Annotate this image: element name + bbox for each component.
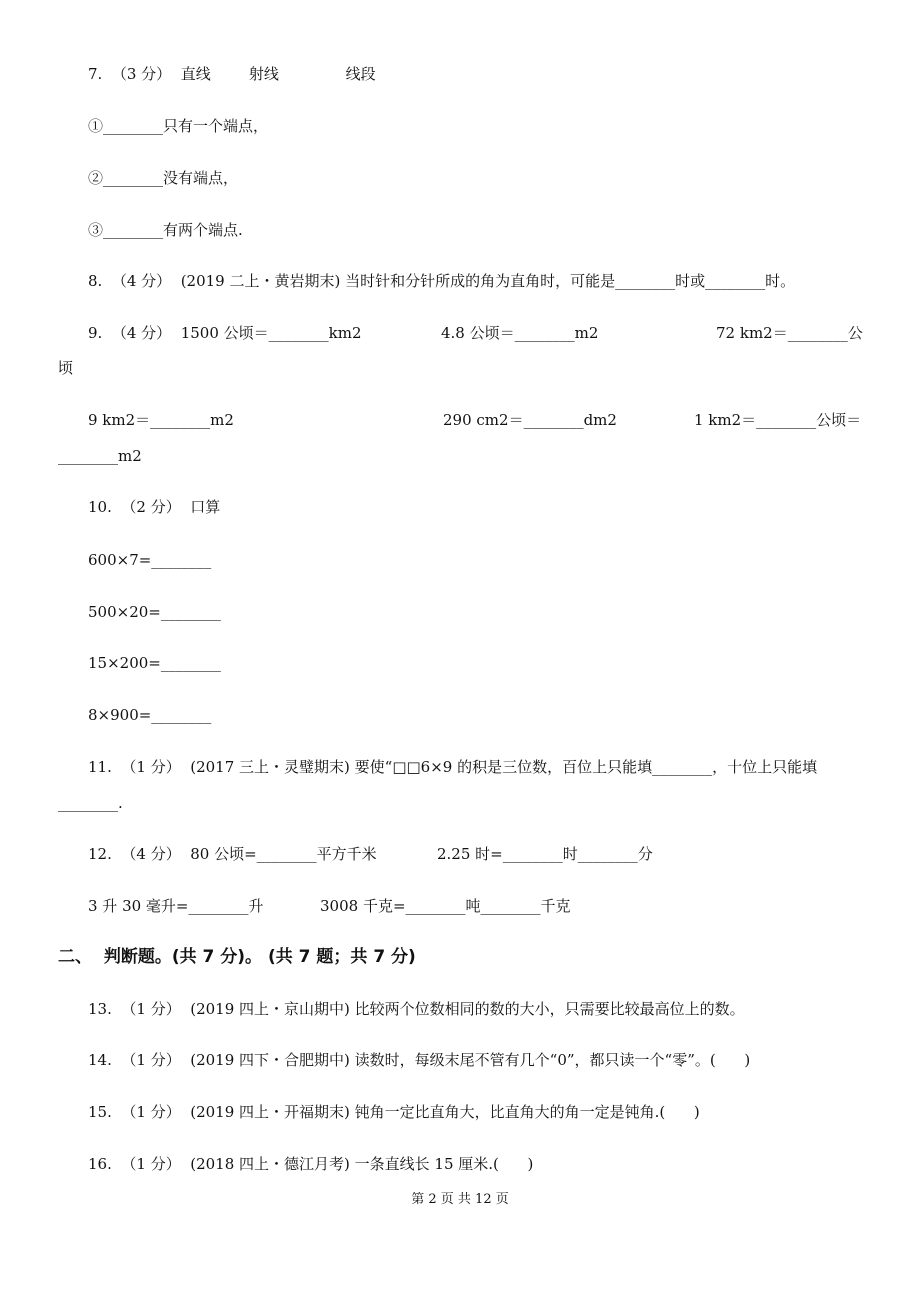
q10-item-3: 15×200=________ bbox=[88, 654, 221, 672]
q9-f: 1 km2＝________公顷＝ bbox=[694, 411, 862, 429]
q12-d: 3008 千克=________吨________千克 bbox=[320, 897, 571, 915]
q13-text: 13. （1 分） (2019 四上・京山期中) 比较两个位数相同的数的大小，只需要比较最高位上的数。 bbox=[88, 1000, 745, 1018]
q12-a: 12. （4 分） 80 公顷=________平方千米 bbox=[88, 845, 377, 863]
q9-d: 9 km2＝________m2 bbox=[88, 411, 234, 429]
q7-intro: 7. （3 分） 直线 射线 线段 bbox=[88, 65, 376, 83]
page-footer: 第 2 页 共 12 页 bbox=[411, 1192, 509, 1207]
q15-text: 15. （1 分） (2019 四上・开福期末) 钝角一定比直角大，比直角大的角一定是钝角.( ) bbox=[88, 1103, 700, 1121]
q16-text: 16. （1 分） (2018 四上・德江月考) 一条直线长 15 厘米.( ) bbox=[88, 1155, 534, 1173]
q8-text: 8. （4 分） (2019 二上・黄岩期末) 当时针和分针所成的角为直角时，可能是________时或________时。 bbox=[88, 272, 796, 290]
section2-title: 二、 判断题。(共 7 分)。 (共 7 题；共 7 分) bbox=[58, 947, 416, 967]
q9-b: 4.8 公顷＝________m2 bbox=[441, 324, 599, 342]
q9-f-wrap: ________m2 bbox=[58, 447, 142, 465]
q9-c: 72 km2＝________公 bbox=[716, 324, 863, 342]
q9-a: 9. （4 分） 1500 公顷＝________km2 bbox=[88, 324, 362, 342]
q10-item-2: 500×20=________ bbox=[88, 603, 221, 621]
q7-item-2: ②________没有端点， bbox=[88, 169, 239, 187]
q14-text: 14. （1 分） (2019 四下・合肥期中) 读数时，每级末尾不管有几个“0”，都只读一个“零”。( ) bbox=[88, 1051, 751, 1069]
q10-item-4: 8×900=________ bbox=[88, 706, 212, 724]
q11-wrap: ________. bbox=[58, 794, 123, 812]
q7-item-3: ③________有两个端点. bbox=[88, 221, 243, 239]
q7-item-1: ①________只有一个端点， bbox=[88, 117, 269, 135]
q10-item-1: 600×7=________ bbox=[88, 551, 212, 569]
q9-e: 290 cm2＝________dm2 bbox=[443, 411, 617, 429]
q11-text: 11. （1 分） (2017 三上・灵璧期末) 要使“□□6×9 的积是三位数，百位上只能填________，十位上只能填 bbox=[88, 758, 818, 776]
q10-intro: 10. （2 分） 口算 bbox=[88, 498, 221, 516]
q12-c: 3 升 30 毫升=________升 bbox=[88, 897, 264, 915]
q12-b: 2.25 时=________时________分 bbox=[437, 845, 653, 863]
q9-c-wrap: 顷 bbox=[58, 359, 74, 377]
